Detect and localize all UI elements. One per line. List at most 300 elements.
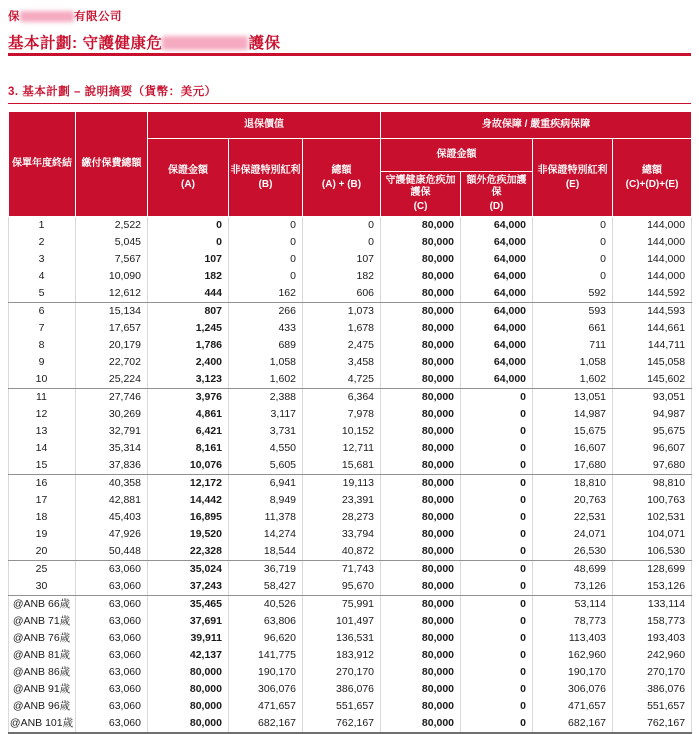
table-cell: 0 [229, 234, 303, 251]
table-cell: 80,000 [381, 251, 461, 268]
table-cell: 75,991 [303, 596, 381, 614]
table-cell: 0 [461, 543, 533, 561]
table-cell: 3 [9, 251, 76, 268]
table-cell: 162,960 [533, 647, 613, 664]
table-cell: 14,274 [229, 526, 303, 543]
table-cell: 144,000 [613, 268, 692, 285]
table-cell: 182 [148, 268, 229, 285]
table-cell: 3,458 [303, 354, 381, 371]
table-cell: 80,000 [148, 664, 229, 681]
col-header-policy-year: 保單年度終結 [9, 112, 76, 217]
table-row [9, 217, 692, 235]
table-cell: 386,076 [303, 681, 381, 698]
table-cell: 107 [303, 251, 381, 268]
table-row [9, 406, 692, 423]
table-cell: 19,520 [148, 526, 229, 543]
table-cell: 80,000 [148, 698, 229, 715]
table-cell: 63,806 [229, 613, 303, 630]
table-cell: @ANB 81歲 [9, 647, 76, 664]
table-cell: 2,388 [229, 389, 303, 407]
group-header-death-ci-benefit: 身故保障 / 嚴重疾病保障 [381, 112, 692, 139]
group-header-guaranteed-cd: 保證金額 [381, 139, 533, 172]
table-cell: 80,000 [381, 423, 461, 440]
table-cell: 2 [9, 234, 76, 251]
table-cell: 93,051 [613, 389, 692, 407]
col-header-total-premiums: 繳付保費總額 [76, 112, 148, 217]
table-cell: 162 [229, 285, 303, 303]
table-cell: 190,170 [229, 664, 303, 681]
table-cell: 190,170 [533, 664, 613, 681]
table-cell: 17,657 [76, 320, 148, 337]
table-cell: 80,000 [381, 320, 461, 337]
table-cell: 6,941 [229, 475, 303, 493]
table-cell: 8 [9, 337, 76, 354]
table-cell: 6 [9, 303, 76, 321]
section-title: 3. 基本計劃 – 說明摘要（貨幣：美元） [8, 86, 217, 98]
table-cell: 136,531 [303, 630, 381, 647]
table-cell: 15,675 [533, 423, 613, 440]
table-cell: 36,719 [229, 561, 303, 579]
table-cell: 63,060 [76, 613, 148, 630]
table-cell: 64,000 [461, 303, 533, 321]
table-cell: 551,657 [303, 698, 381, 715]
table-cell: 80,000 [381, 613, 461, 630]
table-cell: 682,167 [229, 715, 303, 733]
table-cell: 100,763 [613, 492, 692, 509]
table-cell: 4,550 [229, 440, 303, 457]
table-cell: 689 [229, 337, 303, 354]
table-cell: 10,076 [148, 457, 229, 475]
table-cell: 0 [461, 440, 533, 457]
table-row [9, 492, 692, 509]
table-cell: 80,000 [381, 664, 461, 681]
table-cell: 0 [533, 251, 613, 268]
table-cell: 63,060 [76, 698, 148, 715]
redaction-company [20, 11, 74, 22]
table-cell: 32,791 [76, 423, 148, 440]
table-cell: 3,117 [229, 406, 303, 423]
table-cell: 11 [9, 389, 76, 407]
table-row [9, 320, 692, 337]
table-cell: 40,872 [303, 543, 381, 561]
table-cell: 762,167 [303, 715, 381, 733]
table-cell: 471,657 [533, 698, 613, 715]
table-cell: 711 [533, 337, 613, 354]
table-row [9, 647, 692, 664]
table-cell: 2,400 [148, 354, 229, 371]
table-cell: 80,000 [381, 526, 461, 543]
table-cell: 102,531 [613, 509, 692, 526]
table-cell: 0 [461, 423, 533, 440]
table-cell: 133,114 [613, 596, 692, 614]
table-cell: 27,746 [76, 389, 148, 407]
table-cell: 0 [229, 251, 303, 268]
table-cell: 42,881 [76, 492, 148, 509]
table-cell: 471,657 [229, 698, 303, 715]
table-cell: 9 [9, 354, 76, 371]
table-cell: 13 [9, 423, 76, 440]
table-cell: 444 [148, 285, 229, 303]
table-cell: 0 [461, 475, 533, 493]
table-cell: 8,161 [148, 440, 229, 457]
table-row [9, 337, 692, 354]
table-cell: 107 [148, 251, 229, 268]
table-cell: 144,593 [613, 303, 692, 321]
table-cell: 433 [229, 320, 303, 337]
table-cell: 80,000 [381, 647, 461, 664]
company-name-suffix: 有限公司 [74, 11, 122, 23]
table-cell: 153,126 [613, 578, 692, 596]
table-cell: 0 [303, 217, 381, 235]
table-cell: 96,620 [229, 630, 303, 647]
table-cell: 1,602 [229, 371, 303, 389]
table-cell: 64,000 [461, 285, 533, 303]
table-cell: 593 [533, 303, 613, 321]
table-row [9, 251, 692, 268]
table-cell: 53,114 [533, 596, 613, 614]
table-row [9, 268, 692, 285]
table-row [9, 561, 692, 579]
table-cell: 0 [461, 406, 533, 423]
table-cell: 7,978 [303, 406, 381, 423]
table-cell: 98,810 [613, 475, 692, 493]
table-cell: 42,137 [148, 647, 229, 664]
table-cell: 0 [303, 234, 381, 251]
table-cell: 0 [461, 509, 533, 526]
table-cell: 64,000 [461, 234, 533, 251]
table-cell: 64,000 [461, 320, 533, 337]
table-cell: 4,861 [148, 406, 229, 423]
table-cell: 18,810 [533, 475, 613, 493]
table-cell: 33,794 [303, 526, 381, 543]
page-title [8, 31, 691, 50]
table-cell: @ANB 86歲 [9, 664, 76, 681]
table-cell: 6,421 [148, 423, 229, 440]
table-cell: 14,442 [148, 492, 229, 509]
table-cell: 73,126 [533, 578, 613, 596]
table-cell: 20,763 [533, 492, 613, 509]
table-cell: 35,024 [148, 561, 229, 579]
table-cell: @ANB 76歲 [9, 630, 76, 647]
table-body [9, 217, 692, 734]
table-cell: 63,060 [76, 681, 148, 698]
table-cell: 80,000 [381, 371, 461, 389]
table-cell: 63,060 [76, 561, 148, 579]
table-cell: 80,000 [381, 389, 461, 407]
table-cell: 306,076 [229, 681, 303, 698]
table-cell: 80,000 [381, 630, 461, 647]
col-header-total-cde [613, 139, 692, 217]
table-cell: 26,530 [533, 543, 613, 561]
table-cell: 17 [9, 492, 76, 509]
table-cell: 11,378 [229, 509, 303, 526]
table-cell: 592 [533, 285, 613, 303]
table-cell: 20 [9, 543, 76, 561]
table-cell: 551,657 [613, 698, 692, 715]
table-cell: 682,167 [533, 715, 613, 733]
table-cell: 22,702 [76, 354, 148, 371]
table-cell: 80,000 [381, 268, 461, 285]
table-cell: 64,000 [461, 337, 533, 354]
table-cell: 270,170 [613, 664, 692, 681]
table-cell: 17,680 [533, 457, 613, 475]
table-cell: 96,607 [613, 440, 692, 457]
table-cell: 35,314 [76, 440, 148, 457]
table-cell: 19 [9, 526, 76, 543]
table-cell: 0 [533, 268, 613, 285]
table-cell: 1,073 [303, 303, 381, 321]
table-cell: 95,675 [613, 423, 692, 440]
col-header-guaranteed-a [148, 139, 229, 217]
table-cell: 63,060 [76, 647, 148, 664]
table-cell: 95,670 [303, 578, 381, 596]
table-cell: 1,678 [303, 320, 381, 337]
col-header-nonguaranteed-b-text: 非保證特別紅利 [230, 164, 301, 176]
table-cell: 4,725 [303, 371, 381, 389]
table-cell: 22,328 [148, 543, 229, 561]
table-row [9, 509, 692, 526]
col-header-b-label: (B) [258, 178, 273, 190]
table-cell: 80,000 [381, 285, 461, 303]
table-cell: 2,522 [76, 217, 148, 235]
table-cell: 80,000 [381, 596, 461, 614]
col-header-total-cde-text: 總額 [642, 164, 663, 176]
table-cell: 128,699 [613, 561, 692, 579]
table-cell: 35,465 [148, 596, 229, 614]
table-cell: 0 [461, 561, 533, 579]
table-row [9, 613, 692, 630]
group-header-surrender-value: 退保價值 [148, 112, 381, 139]
table-cell: 1 [9, 217, 76, 235]
table-cell: 15,134 [76, 303, 148, 321]
table-row [9, 698, 692, 715]
table-cell: 0 [461, 526, 533, 543]
table-cell: 266 [229, 303, 303, 321]
col-header-cde-label: (C)+(D)+(E) [625, 178, 679, 190]
table-cell: 145,602 [613, 371, 692, 389]
section-divider [8, 103, 691, 104]
table-cell: 80,000 [148, 715, 229, 733]
table-cell: 0 [461, 457, 533, 475]
table-cell: 1,602 [533, 371, 613, 389]
table-cell: 37,243 [148, 578, 229, 596]
table-cell: 5,605 [229, 457, 303, 475]
col-header-nonguaranteed-e-text: 非保證特別紅利 [537, 164, 608, 176]
table-cell: 193,403 [613, 630, 692, 647]
table-cell: 0 [461, 389, 533, 407]
table-cell: 25,224 [76, 371, 148, 389]
col-header-a-label: (A) [181, 178, 195, 190]
table-cell: 80,000 [148, 681, 229, 698]
table-cell: 0 [461, 715, 533, 733]
table-row [9, 526, 692, 543]
table-cell: 0 [461, 698, 533, 715]
table-cell: 64,000 [461, 371, 533, 389]
table-cell: 24,071 [533, 526, 613, 543]
table-row [9, 664, 692, 681]
table-cell: 0 [533, 217, 613, 235]
company-name-prefix: 保 [8, 11, 20, 23]
table-cell: 64,000 [461, 268, 533, 285]
table-cell: 104,071 [613, 526, 692, 543]
table-cell: 386,076 [613, 681, 692, 698]
table-cell: 80,000 [381, 303, 461, 321]
table-cell: 10,090 [76, 268, 148, 285]
table-cell: 80,000 [381, 406, 461, 423]
col-header-plan-c-text: 守護健康危疾加護保 [385, 175, 456, 198]
table-row [9, 578, 692, 596]
table-cell: 16,895 [148, 509, 229, 526]
table-cell: 144,661 [613, 320, 692, 337]
table-cell: 141,775 [229, 647, 303, 664]
table-cell: @ANB 96歲 [9, 698, 76, 715]
table-row [9, 371, 692, 389]
table-cell: 0 [461, 492, 533, 509]
table-cell: 144,711 [613, 337, 692, 354]
table-cell: 7,567 [76, 251, 148, 268]
table-cell: 10,152 [303, 423, 381, 440]
table-cell: 144,000 [613, 234, 692, 251]
table-cell: 606 [303, 285, 381, 303]
table-cell: 80,000 [381, 543, 461, 561]
table-cell: 7 [9, 320, 76, 337]
table-cell: 12,172 [148, 475, 229, 493]
table-cell: 0 [229, 268, 303, 285]
table-cell: 39,911 [148, 630, 229, 647]
table-cell: 80,000 [381, 715, 461, 733]
table-cell: 3,976 [148, 389, 229, 407]
table-cell: 50,448 [76, 543, 148, 561]
table-cell: 144,000 [613, 251, 692, 268]
table-cell: @ANB 71歲 [9, 613, 76, 630]
table-cell: 0 [461, 596, 533, 614]
table-cell: 15,681 [303, 457, 381, 475]
table-cell: 1,786 [148, 337, 229, 354]
table-cell: 64,000 [461, 354, 533, 371]
table-cell: @ANB 91歲 [9, 681, 76, 698]
col-header-nonguaranteed-e [533, 139, 613, 217]
table-cell: 12,711 [303, 440, 381, 457]
table-cell: 144,000 [613, 217, 692, 235]
table-cell: 101,497 [303, 613, 381, 630]
table-cell: 18,544 [229, 543, 303, 561]
table-row [9, 423, 692, 440]
table-cell: 97,680 [613, 457, 692, 475]
table-cell: 37,691 [148, 613, 229, 630]
table-cell: 80,000 [381, 698, 461, 715]
table-cell: 158,773 [613, 613, 692, 630]
table-cell: 18 [9, 509, 76, 526]
table-cell: 80,000 [381, 681, 461, 698]
table-cell: @ANB 66歲 [9, 596, 76, 614]
table-cell: 270,170 [303, 664, 381, 681]
table-cell: 94,987 [613, 406, 692, 423]
table-cell: 1,245 [148, 320, 229, 337]
table-cell: 80,000 [381, 217, 461, 235]
table-cell: 144,592 [613, 285, 692, 303]
table-cell: 80,000 [381, 561, 461, 579]
table-cell: 0 [461, 664, 533, 681]
col-header-c-label: (C) [413, 201, 428, 212]
table-cell: 14 [9, 440, 76, 457]
table-cell: 113,403 [533, 630, 613, 647]
table-cell: 5,045 [76, 234, 148, 251]
table-cell: 8,949 [229, 492, 303, 509]
table-cell: 28,273 [303, 509, 381, 526]
table-row [9, 389, 692, 407]
col-header-ab-label: (A) + (B) [321, 178, 362, 190]
table-cell: 40,526 [229, 596, 303, 614]
table-row [9, 630, 692, 647]
table-header [9, 112, 692, 217]
table-cell: 80,000 [381, 337, 461, 354]
table-cell: @ANB 101歲 [9, 715, 76, 733]
table-cell: 13,051 [533, 389, 613, 407]
table-cell: 63,060 [76, 578, 148, 596]
col-header-e-label: (E) [565, 178, 580, 190]
table-cell: 16 [9, 475, 76, 493]
table-row [9, 596, 692, 614]
col-header-plan-d-text: 額外危疾加護保 [466, 175, 527, 198]
table-cell: 19,113 [303, 475, 381, 493]
page-title-prefix: 基本計劃: 守護健康危 [8, 35, 163, 52]
col-header-d-label: (D) [489, 201, 504, 212]
table-cell: 0 [533, 234, 613, 251]
table-cell: 30 [9, 578, 76, 596]
table-cell: 0 [229, 217, 303, 235]
table-cell: 661 [533, 320, 613, 337]
table-cell: 4 [9, 268, 76, 285]
table-row [9, 285, 692, 303]
table-cell: 80,000 [381, 457, 461, 475]
table-cell: 12,612 [76, 285, 148, 303]
table-cell: 63,060 [76, 715, 148, 733]
table-cell: 807 [148, 303, 229, 321]
table-cell: 64,000 [461, 217, 533, 235]
table-cell: 40,358 [76, 475, 148, 493]
col-header-plan-c [381, 172, 461, 217]
table-cell: 80,000 [381, 578, 461, 596]
table-row [9, 715, 692, 733]
table-row [9, 475, 692, 493]
table-row [9, 354, 692, 371]
table-cell: 25 [9, 561, 76, 579]
table-cell: 6,364 [303, 389, 381, 407]
table-cell: 15 [9, 457, 76, 475]
page-title-suffix: 護保 [248, 35, 281, 52]
table-cell: 16,607 [533, 440, 613, 457]
table-cell: 1,058 [229, 354, 303, 371]
table-cell: 58,427 [229, 578, 303, 596]
table-cell: 0 [461, 613, 533, 630]
table-cell: 64,000 [461, 251, 533, 268]
table-row [9, 440, 692, 457]
table-cell: 3,731 [229, 423, 303, 440]
table-cell: 242,960 [613, 647, 692, 664]
table-cell: 106,530 [613, 543, 692, 561]
table-cell: 80,000 [381, 475, 461, 493]
table-cell: 63,060 [76, 630, 148, 647]
table-cell: 3,123 [148, 371, 229, 389]
table-cell: 80,000 [381, 234, 461, 251]
table-cell: 0 [461, 578, 533, 596]
table-cell: 80,000 [381, 440, 461, 457]
table-cell: 10 [9, 371, 76, 389]
table-cell: 63,060 [76, 596, 148, 614]
table-cell: 30,269 [76, 406, 148, 423]
table-cell: 182 [303, 268, 381, 285]
table-cell: 2,475 [303, 337, 381, 354]
